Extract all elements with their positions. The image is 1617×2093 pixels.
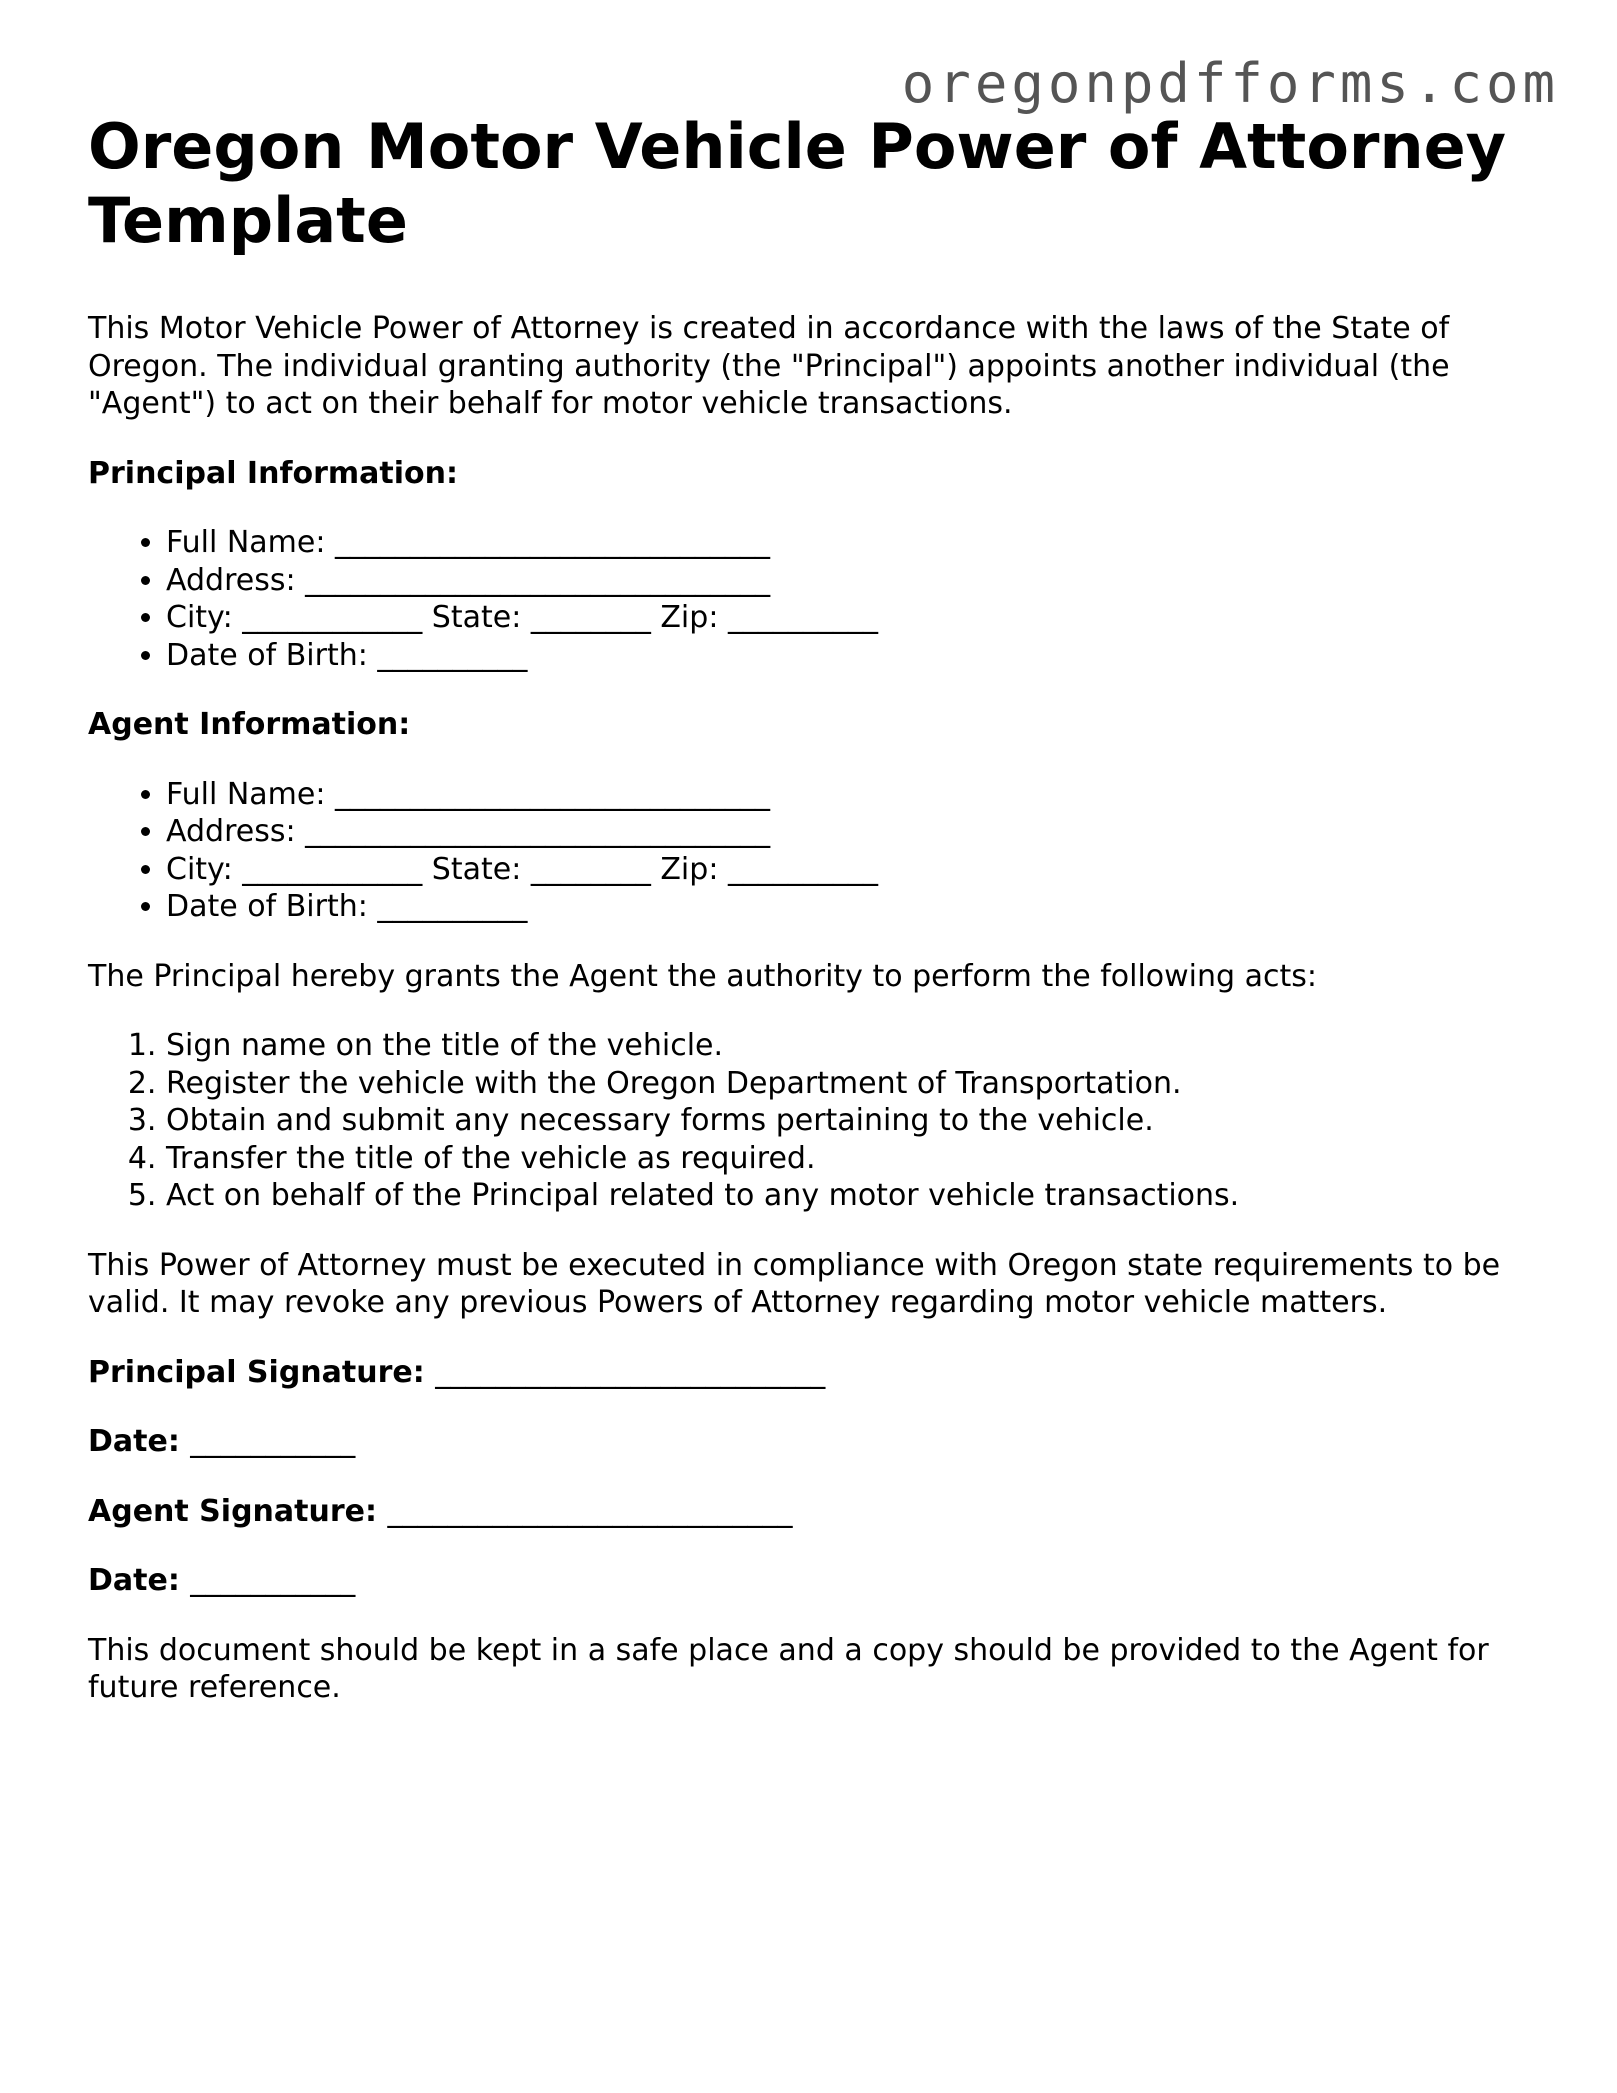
act-item: 3. Obtain and submit any necessary forms pertaining to the vehicle. <box>166 1102 1528 1140</box>
intro-paragraph: This Motor Vehicle Power of Attorney is created in accordance with the laws of the State of Oregon. The individual granting authority (the "Principal") appoints another individual (the "Agent") to act on their behalf for motor vehicle transactions. <box>88 311 1450 421</box>
agent-date-of-birth: • Date of Birth: __________ <box>166 888 1528 926</box>
principal-signature-label: Principal Signature: <box>88 1354 425 1390</box>
page-title: Oregon Motor Vehicle Power of Attorney Template <box>88 110 1507 257</box>
agent-fields <box>88 776 1528 926</box>
compliance-paragraph: This Power of Attorney must be executed in compliance with Oregon state requirements to be valid. It may revoke any previous Powers of Attorney regarding motor vehicle matters. <box>88 1247 1501 1320</box>
principal-city-state-zip: • City: ____________ State: ________ Zip: __________ <box>166 599 1528 637</box>
agent-date-line <box>88 1562 1528 1600</box>
act-item: 5. Act on behalf of the Principal related to any motor vehicle transactions. <box>166 1177 1528 1215</box>
agent-heading: Agent Information: <box>88 707 411 742</box>
act-item: 1. Sign name on the title of the vehicle. <box>166 1027 1528 1065</box>
principal-date-line <box>88 1423 1528 1461</box>
act-item: 4. Transfer the title of the vehicle as required. <box>166 1140 1528 1178</box>
agent-city-state-zip: • City: ____________ State: ________ Zip: __________ <box>166 851 1528 889</box>
principal-signature-blank: __________________________ <box>435 1354 826 1390</box>
principal-date-label: Date: <box>88 1424 180 1459</box>
principal-signature-line <box>88 1354 1528 1392</box>
agent-signature-line <box>88 1493 1528 1531</box>
principal-full-name: • Full Name: _____________________________ <box>166 524 1528 562</box>
principal-address: • Address: _______________________________ <box>166 562 1528 600</box>
agent-signature-blank: ___________________________ <box>387 1493 793 1529</box>
agent-date-blank: ___________ <box>190 1563 356 1598</box>
grant-paragraph: The Principal hereby grants the Agent the authority to perform the following acts: <box>88 958 1317 994</box>
site-watermark: oregonpdfforms.com <box>901 52 1559 115</box>
agent-date-label: Date: <box>88 1563 180 1598</box>
principal-date-blank: ___________ <box>190 1424 356 1459</box>
document-body <box>88 110 1528 1707</box>
authorized-acts-list <box>88 1027 1528 1215</box>
principal-fields <box>88 524 1528 674</box>
agent-signature-label: Agent Signature: <box>88 1493 377 1529</box>
agent-full-name: • Full Name: _____________________________ <box>166 776 1528 814</box>
principal-date-of-birth: • Date of Birth: __________ <box>166 637 1528 675</box>
agent-address: • Address: _______________________________ <box>166 813 1528 851</box>
principal-heading: Principal Information: <box>88 455 459 491</box>
closing-paragraph: This document should be kept in a safe place and a copy should be provided to the Agent for future reference. <box>88 1632 1489 1705</box>
act-item: 2. Register the vehicle with the Oregon Department of Transportation. <box>166 1065 1528 1103</box>
